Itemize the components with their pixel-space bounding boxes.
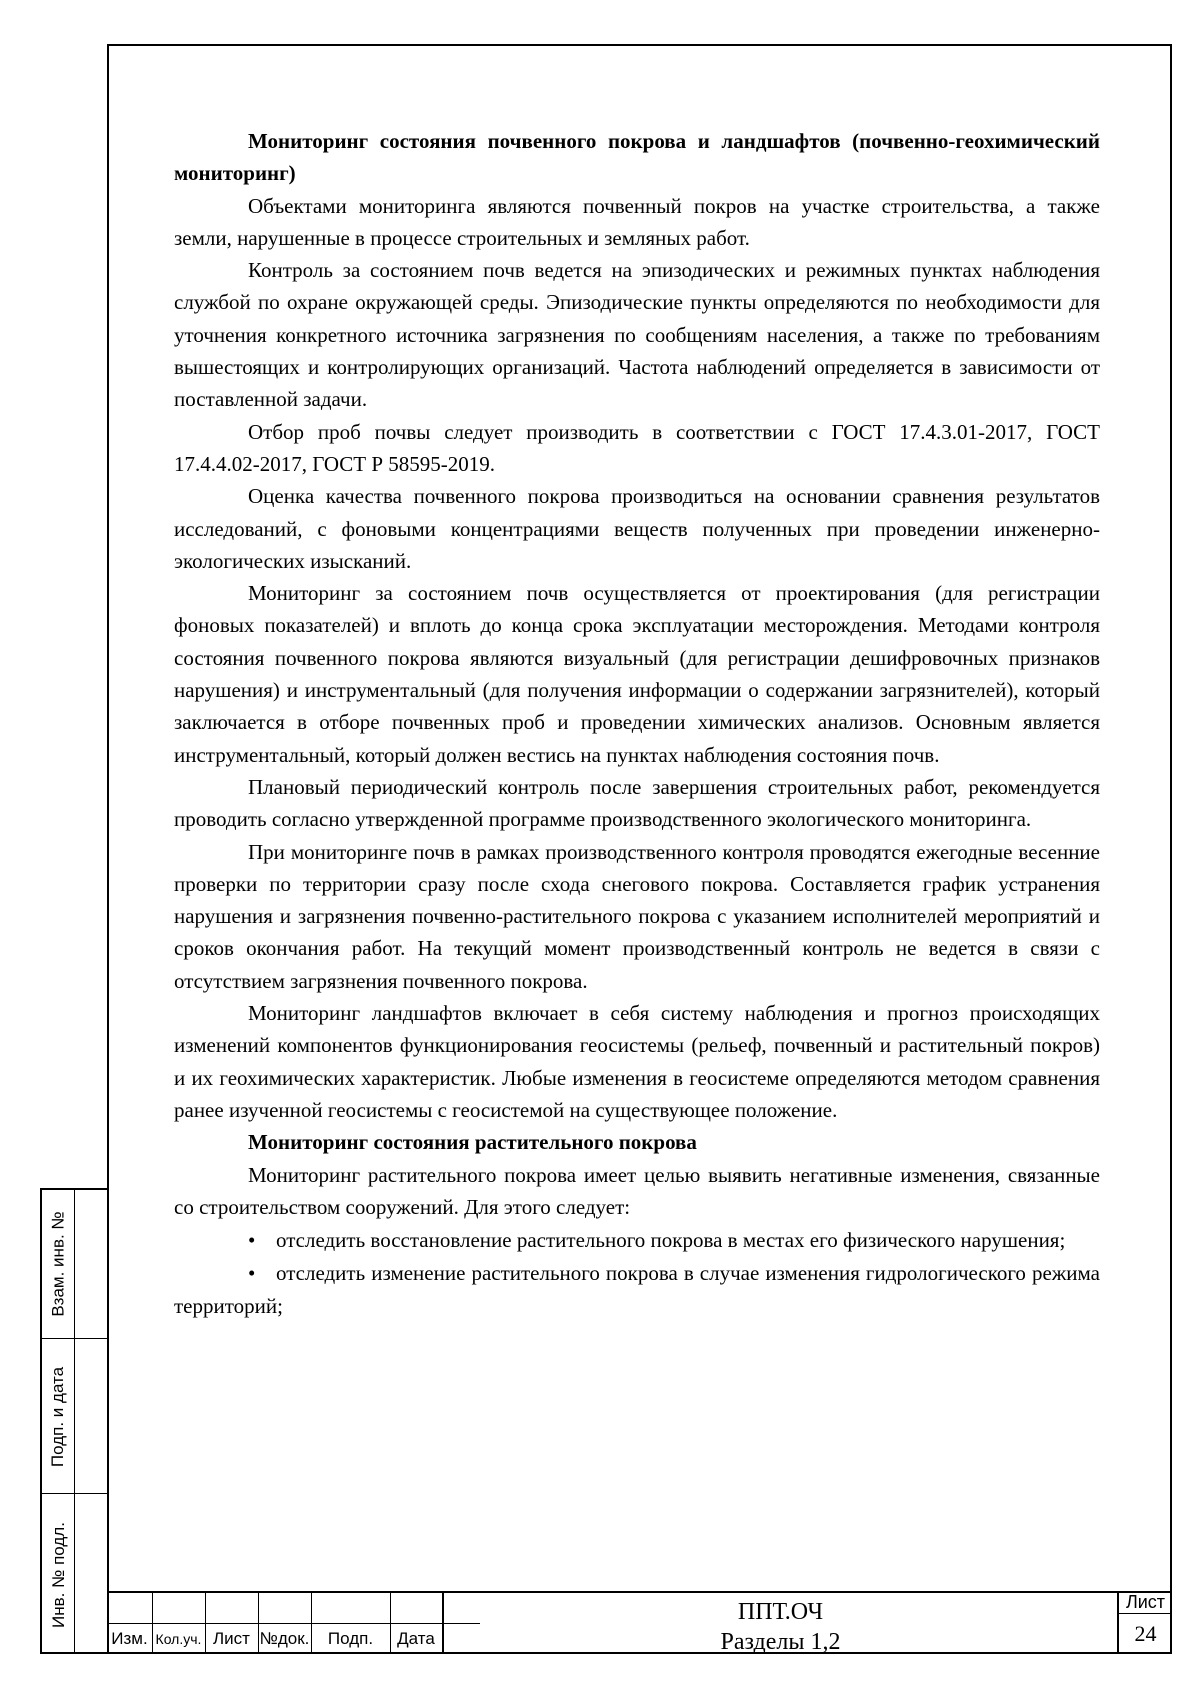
col-ndok-label: №док. — [259, 1629, 310, 1648]
side-stamp-divider — [42, 1493, 107, 1494]
col-data-label: Дата — [397, 1629, 435, 1648]
col-podp-label: Подп. — [327, 1629, 374, 1648]
title-block-top-line — [107, 1591, 1172, 1593]
col-list-label: Лист — [213, 1629, 250, 1648]
side-stamp — [40, 1188, 107, 1654]
document-code: ППТ.ОЧ — [737, 1599, 824, 1625]
bullet-item — [174, 1224, 1100, 1256]
paragraph: Оценка качества почвенного покрова производиться на основании сравнения результатов исследований, с фоновыми концентрациями веществ полученных при проведении инженерно-экологических изысканий. — [174, 484, 1100, 573]
paragraph: Плановый периодический контроль после завершения строительных работ, рекомендуется проводить согласно утвержденной программе производственного экологического мониторинга. — [174, 774, 1100, 832]
side-label-inv: Инв. № подл. — [48, 1521, 68, 1628]
paragraph: Мониторинг растительного покрова имеет целью выявить негативные изменения, связанные со строительством сооружений. Для этого следует: — [174, 1162, 1100, 1219]
section-heading-soil: Мониторинг состояния почвенного покрова и ландшафтов (почвенно-геохимический мониторинг) — [174, 129, 1100, 186]
paragraph: Объектами мониторинга являются почвенный покров на участке строительства, а также земли, нарушенные в процессе строительных и земляных работ. — [174, 193, 1100, 250]
sheet-number: 24 — [1134, 1621, 1157, 1646]
document-designation — [444, 1597, 1117, 1657]
paragraph: Отбор проб почвы следует производить в соответствии с ГОСТ 17.4.3.01-2017, ГОСТ 17.4.4.02-2017, ГОСТ Р 58595-2019. — [174, 419, 1100, 476]
side-label-podp: Подп. и дата — [48, 1366, 68, 1467]
col-kolvo-label: Кол.уч. — [155, 1631, 202, 1647]
document-title: Разделы 1,2 — [720, 1629, 841, 1655]
paragraph: Мониторинг ландшафтов включает в себя систему наблюдения и прогноз происходящих изменений компонентов функционирования геосистемы (рельеф, почвенный и растительный покров) и их геохимических характеристик. Любые изменения в геосистеме определяются методом сравнения ранее изученной геосистемы с геосистемой на существующее положение. — [174, 1001, 1100, 1122]
side-stamp-divider — [42, 1338, 107, 1339]
side-stamp-value-column — [75, 1190, 108, 1652]
title-block-row-line — [107, 1623, 480, 1624]
paragraph: При мониторинге почв в рамках производственного контроля проводятся ежегодные весенние проверки по территории сразу после схода снегового покрова. Составляется график устранения нарушения и загрязнения почвенно-растительного покрова с указанием исполнителей мероприятий и сроков окончания работ. На текущий момент производственный контроль не ведется в связи с отсутствием загрязнения почвенного покрова. — [174, 839, 1100, 993]
document-body — [174, 125, 1100, 1322]
title-block — [107, 1591, 1172, 1654]
bullet-item — [174, 1257, 1100, 1322]
bullet-icon: • — [248, 1261, 256, 1286]
bullet-icon: • — [248, 1228, 256, 1253]
bullet-text: отследить изменение растительного покрова в случае изменения гидрологического режима территорий; — [174, 1261, 1100, 1318]
bullet-text: отследить восстановление растительного покрова в местах его физического нарушения; — [276, 1228, 1066, 1253]
section-heading-vegetation: Мониторинг состояния растительного покрова — [248, 1130, 697, 1155]
paragraph: Контроль за состоянием почв ведется на эпизодических и режимных пунктах наблюдения службой по охране окружающей среды. Эпизодические пункты определяются по необходимости для уточнения конкретного источника загрязнения по сообщениям населения, а также по требованиям вышестоящих и контролирующих организаций. Частота наблюдений определяется в зависимости от поставленной задачи. — [174, 258, 1100, 412]
side-label-vzam: Взам. инв. № — [48, 1211, 68, 1317]
paragraph: Мониторинг за состоянием почв осуществляется от проектирования (для регистрации фоновых показателей) и вплоть до конца срока эксплуатации месторождения. Методами контроля состояния почвенного покрова являются визуальный (для регистрации дешифровочных признаков нарушения) и инструментальный (для получения информации о содержании загрязнителей), который заключается в отборе почвенных проб и проведении химических анализов. Основным является инструментальный, который должен вестись на пунктах наблюдения состояния почв. — [174, 581, 1100, 767]
sheet-label: Лист — [1119, 1591, 1172, 1614]
col-izm-label: Изм. — [111, 1629, 148, 1648]
